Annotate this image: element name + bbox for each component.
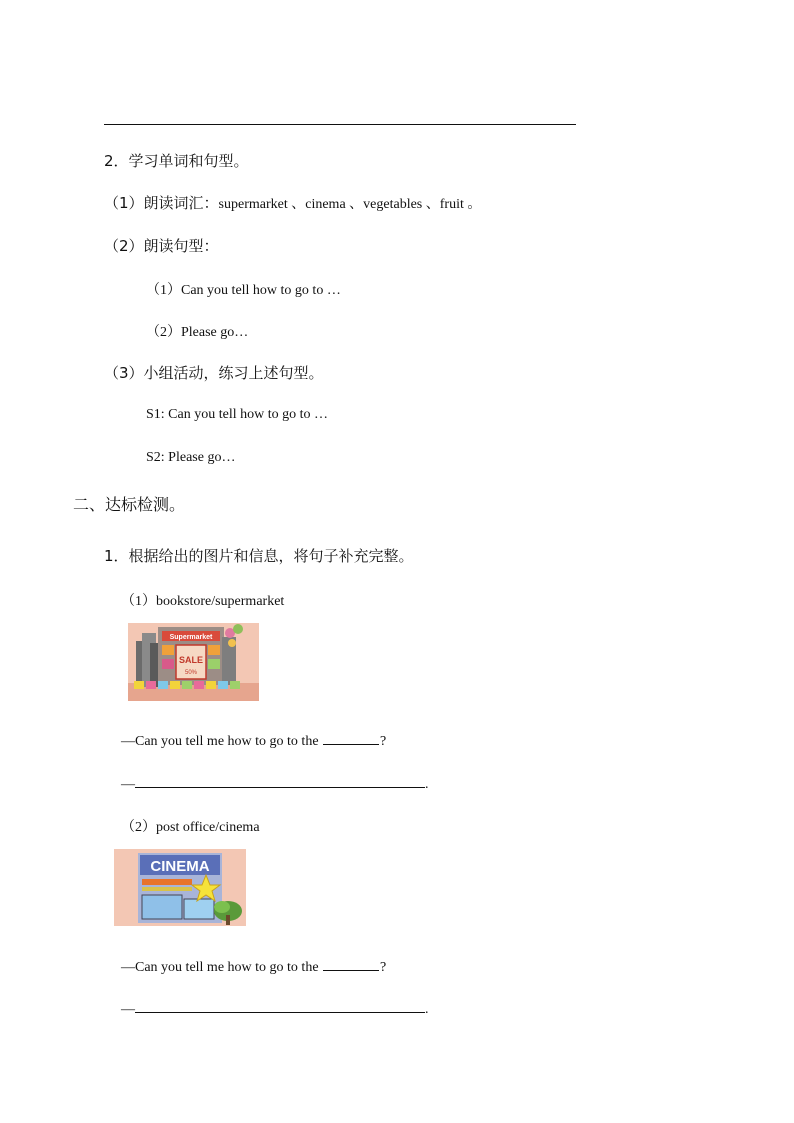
vocabulary-label: （1）朗读词汇： xyxy=(104,194,219,212)
sale-sign-text: SALE xyxy=(178,655,204,665)
dialogue-s1: S1: Can you tell how to go to … xyxy=(146,407,328,422)
answer-2-blank[interactable] xyxy=(135,1000,425,1013)
answer-line-top xyxy=(104,124,576,125)
question-1-blank[interactable] xyxy=(323,732,379,745)
answer-2-period: . xyxy=(425,1002,429,1017)
sentence-pattern-1: （1）Can you tell how to go to … xyxy=(146,283,341,298)
vocabulary-words: supermarket 、cinema 、vegetables 、fruit 。 xyxy=(218,197,482,212)
item-2-heading: 2．学习单词和句型。 xyxy=(104,152,249,170)
vocabulary-line xyxy=(104,192,481,213)
supermarket-sign-text: Supermarket xyxy=(169,634,213,641)
question-1-prompt: （1）bookstore/supermarket xyxy=(121,594,285,609)
question-2-text: —Can you tell me how to go to the xyxy=(121,960,323,975)
cinema-sign-text: CINEMA xyxy=(150,858,210,875)
group-activity-label: （3）小组活动，练习上述句型。 xyxy=(104,364,324,382)
sentence-pattern-2: （2）Please go… xyxy=(146,325,249,340)
supermarket-image xyxy=(128,623,259,701)
task-1-instruction: 1．根据给出的图片和信息，将句子补充完整。 xyxy=(104,547,414,565)
question-2-blank[interactable] xyxy=(323,958,379,971)
question-2-prompt: （2）post office/cinema xyxy=(121,820,260,835)
question-2-mark: ? xyxy=(380,960,387,975)
answer-1-blank[interactable] xyxy=(135,775,425,788)
answer-1-period: . xyxy=(425,777,429,792)
dialogue-s2: S2: Please go… xyxy=(146,450,236,465)
answer-2-dash: — xyxy=(121,1002,135,1017)
question-1-line xyxy=(121,732,386,750)
answer-1-dash: — xyxy=(121,777,135,792)
cinema-image xyxy=(114,849,246,926)
section-heading: 二、达标检测。 xyxy=(73,495,186,514)
sentence-patterns-label: （2）朗读句型： xyxy=(104,237,219,255)
answer-2-line xyxy=(121,1000,429,1018)
answer-1-line xyxy=(121,775,429,793)
question-1-mark: ? xyxy=(380,734,387,749)
question-1-text: —Can you tell me how to go to the xyxy=(121,734,323,749)
sale-percent-text: 50% xyxy=(184,670,198,676)
question-2-line xyxy=(121,958,386,976)
